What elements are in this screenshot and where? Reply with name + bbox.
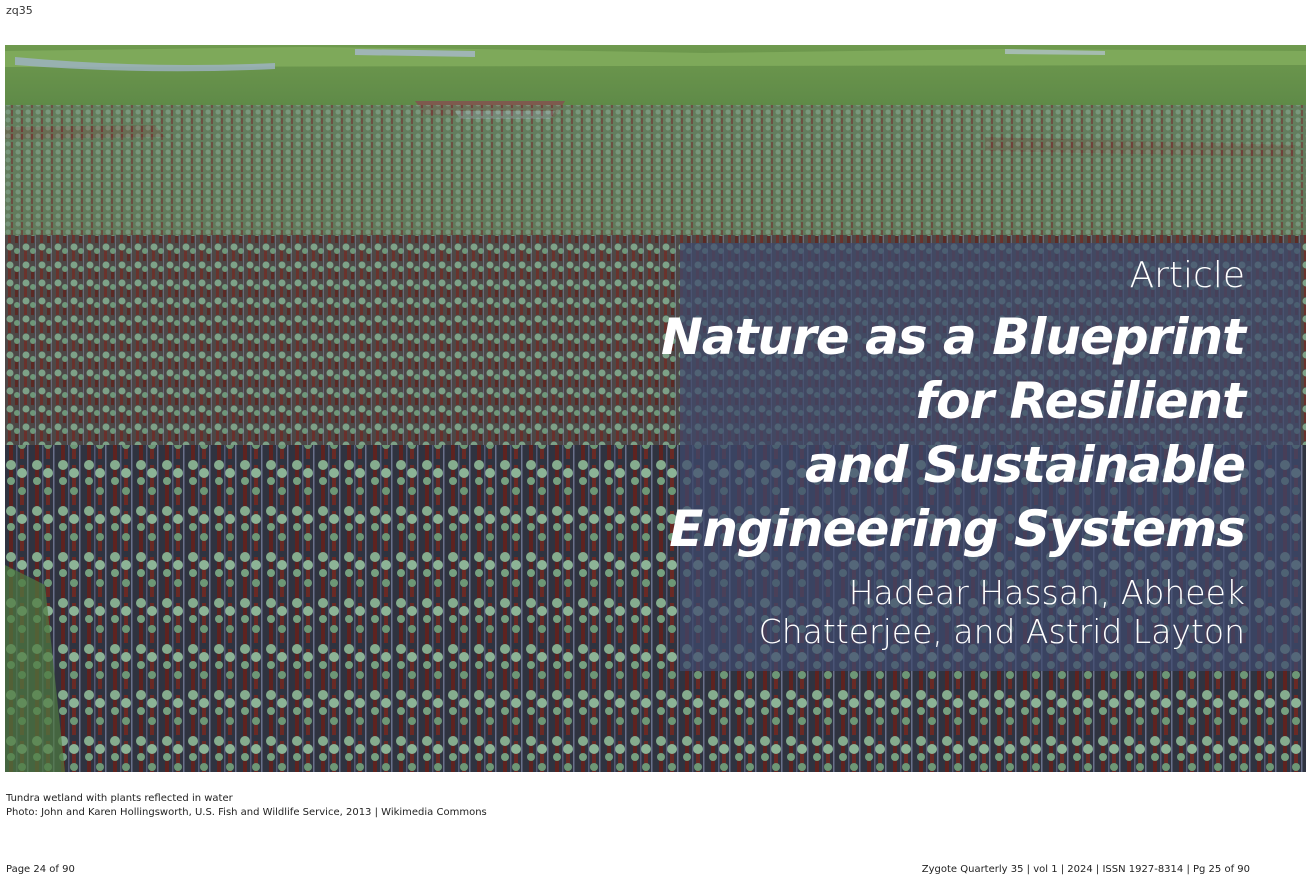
article-type-label: Article xyxy=(1129,255,1245,296)
authors-line: Chatterjee, and Astrid Layton xyxy=(758,612,1245,651)
article-title-line: Engineering Systems xyxy=(669,500,1245,558)
journal-code: zq35 xyxy=(6,4,33,17)
caption-credit: Photo: John and Karen Hollingsworth, U.S. Fish and Wildlife Service, 2013 | Wikimedia Commons xyxy=(6,807,487,818)
article-authors xyxy=(685,573,1245,651)
article-title-line: Nature as a Blueprint xyxy=(661,308,1245,366)
authors-line: Hadear Hassan, Abheek xyxy=(848,573,1245,612)
caption-description: Tundra wetland with plants reflected in water xyxy=(6,793,233,804)
footer-journal-info: Zygote Quarterly 35 | vol 1 | 2024 | ISSN 1927-8314 | Pg 25 of 90 xyxy=(921,864,1250,875)
article-title xyxy=(645,305,1245,561)
photo-caption xyxy=(6,792,487,820)
article-title-line: for Resilient xyxy=(915,372,1245,430)
title-panel xyxy=(661,243,1301,671)
footer-page-number-left: Page 24 of 90 xyxy=(6,864,75,875)
article-title-line: and Sustainable xyxy=(805,436,1245,494)
